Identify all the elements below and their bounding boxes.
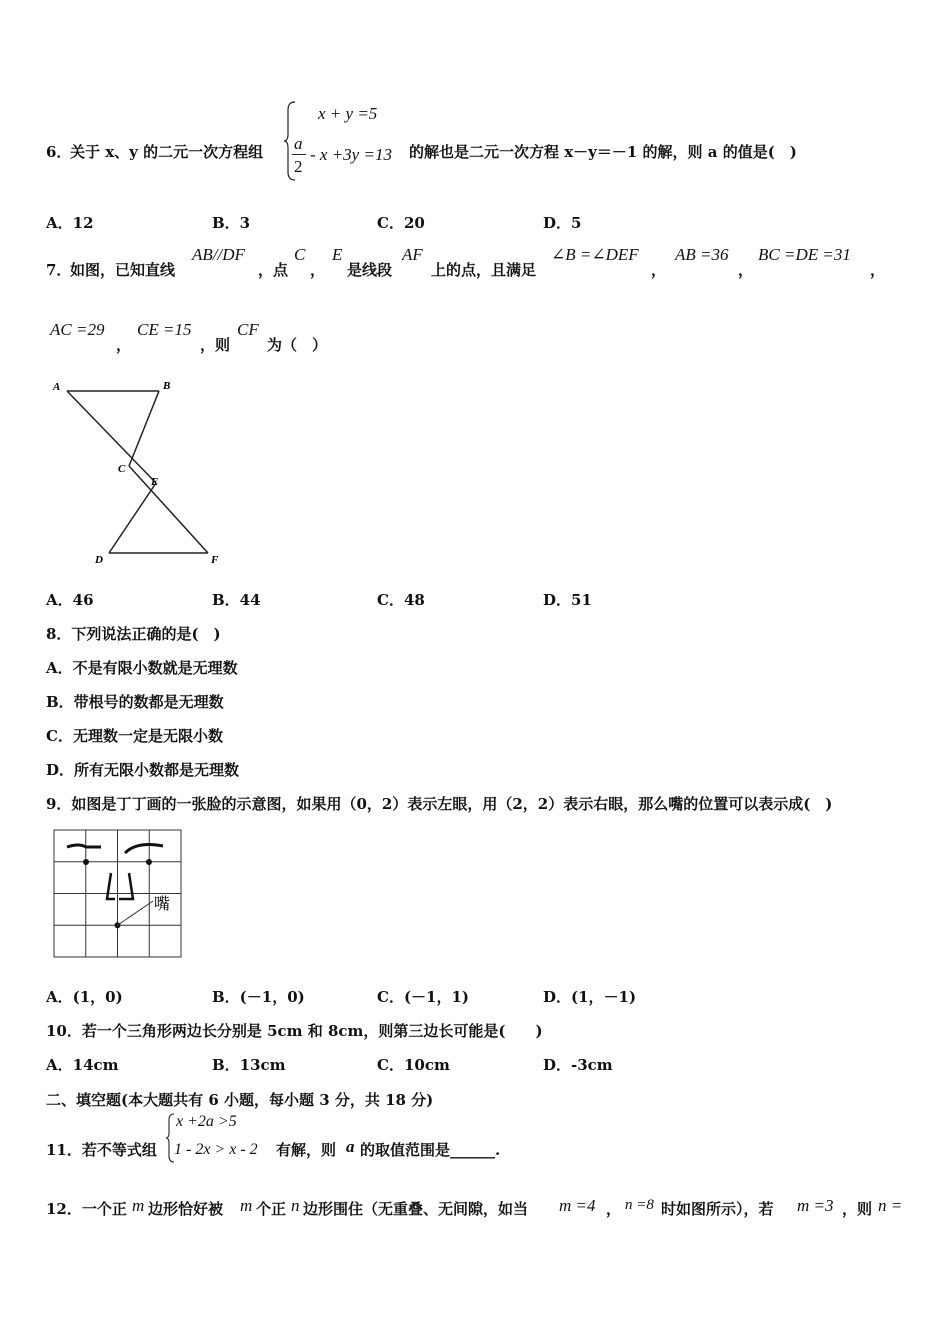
q9-left-eyebrow [67, 845, 101, 847]
q12-math-n-eq: n = [878, 1196, 903, 1215]
q11-text-after-2: 的取值范围是______. [360, 1141, 501, 1159]
q6-option-c: C．20 [377, 214, 425, 232]
q7-math-af: AF [402, 245, 423, 264]
section-2-title: 二、填空题(本大题共有 6 小题，每小题 3 分，共 18 分) [46, 1091, 434, 1109]
q7-math-ac: AC =29 [50, 320, 105, 339]
q7-label-e: E [151, 476, 159, 488]
q7-option-c: C．48 [377, 591, 425, 609]
q7-math-cf: CF [237, 320, 259, 339]
q7-math-ab-df: AB//DF [192, 245, 245, 264]
q7-math-ce: CE =15 [137, 320, 192, 339]
q6-option-b: B．3 [212, 214, 251, 232]
q10-option-d: D．-3cm [543, 1056, 613, 1074]
q7-text-1: 如图，已知直线 [70, 261, 176, 279]
q11-text-before: 11．若不等式组 [46, 1141, 157, 1159]
q6-option-d: D．5 [543, 214, 582, 232]
q8-option-b: B．带根号的数都是无理数 [46, 693, 224, 711]
q6-text-before: 关于 x、y 的二元一次方程组 [70, 143, 264, 161]
q9-right-eye [146, 859, 152, 865]
q11-inequality-1: x +2a >5 [176, 1113, 237, 1130]
q7-text-2: ，点 [258, 261, 289, 279]
q12-text-1: 12．一个正 [46, 1200, 127, 1218]
q7-option-a: A．46 [46, 591, 94, 609]
q7-text-9: ， [116, 336, 132, 354]
q12-math-m-1: m [132, 1196, 145, 1215]
q12-text-7: ，则 [842, 1200, 873, 1218]
q6-equation-2: - x +3y =13 [310, 145, 392, 164]
q7-text-5: 上的点，且满足 [431, 261, 537, 279]
q6-option-a: A．12 [46, 214, 94, 232]
q7-text-3: ， [310, 261, 326, 279]
q7-math-ab: AB =36 [675, 245, 729, 264]
q9-option-b: B．(－1，0) [212, 988, 305, 1006]
q7-label-c: C [118, 463, 126, 475]
q7-math-e: E [332, 245, 343, 264]
q7-math-bc-de: BC =DE =31 [758, 245, 851, 264]
q7-option-b: B．44 [212, 591, 261, 609]
q7-math-angle: ∠B =∠DEF [551, 245, 639, 264]
q9-right-eyebrow [125, 845, 163, 853]
q12-text-2: 边形恰好被 [148, 1200, 224, 1218]
q12-math-m-eq-3: m =3 [797, 1196, 834, 1215]
q9-option-d: D．(1，－1) [543, 988, 637, 1006]
q12-math-m-eq-4: m =4 [559, 1196, 596, 1215]
q8-option-a: A．不是有限小数就是无理数 [46, 659, 238, 677]
q12-text-3: 个正 [256, 1200, 287, 1218]
q9-option-a: A．(1，0) [46, 988, 123, 1006]
q10-title: 10．若一个三角形两边长分别是 5cm 和 8cm，则第三边长可能是( ) [46, 1022, 543, 1040]
q12-math-m-2: m [240, 1196, 253, 1215]
q8-title: 8．下列说法正确的是( ) [46, 625, 221, 643]
q10-option-a: A．14cm [46, 1056, 119, 1074]
q7-text-10: ，则 [200, 336, 231, 354]
q7-label-b: B [163, 380, 171, 392]
q6-text-after: 的解也是二元一次方程 x－y＝－1 的解，则 a 的值是( ) [409, 143, 797, 161]
q9-face-grid-figure [53, 829, 185, 961]
q8-option-c: C．无理数一定是无限小数 [46, 727, 223, 745]
q7-option-d: D．51 [543, 591, 592, 609]
q9-mouth-pointer [118, 901, 154, 925]
q8-option-d: D．所有无限小数都是无理数 [46, 761, 240, 779]
q7-number: 7． [46, 261, 72, 279]
q7-text-7: ， [738, 261, 754, 279]
q7-label-a: A [53, 381, 61, 393]
q7-label-d: D [95, 554, 103, 566]
q11-text-after: 有解，则 [276, 1141, 337, 1159]
q7-text-6: ， [651, 261, 667, 279]
q10-option-c: C．10cm [377, 1056, 450, 1074]
q10-option-b: B．13cm [212, 1056, 286, 1074]
q12-math-n: n [291, 1196, 300, 1215]
q9-mouth-label: 嘴 [154, 894, 171, 913]
q6-number: 6． [46, 143, 72, 161]
q7-text-11: 为（ ） [267, 336, 328, 354]
q6-fraction-bar [292, 154, 306, 155]
q7-math-c: C [294, 245, 306, 264]
q7-figure [45, 375, 235, 570]
q12-text-4: 边形围住（无重叠、无间隙，如当 [303, 1200, 529, 1218]
q9-title: 9．如图是丁丁画的一张脸的示意图，如果用（0，2）表示左眼，用（2，2）表示右眼，那么嘴的位置可以表示成( ) [46, 795, 833, 813]
q6-equation-1: x + y =5 [318, 104, 378, 123]
q6-fraction-numerator: a [294, 134, 303, 153]
q11-inequality-2: 1 - 2x > x - 2 [174, 1141, 258, 1158]
q7-label-f: F [211, 554, 219, 566]
q7-text-8: ， [870, 261, 886, 279]
q6-fraction-denominator: 2 [294, 157, 303, 176]
q12-text-5: ， [606, 1200, 622, 1218]
q12-text-6: 时如图所示），若 [661, 1200, 774, 1218]
q9-nose [107, 873, 133, 899]
q12-math-n-eq-8: n =8 [625, 1197, 654, 1213]
q11-variable: a [346, 1137, 355, 1156]
q7-text-4: 是线段 [347, 261, 393, 279]
q9-left-eye [83, 859, 89, 865]
q9-option-c: C．(－1，1) [377, 988, 470, 1006]
